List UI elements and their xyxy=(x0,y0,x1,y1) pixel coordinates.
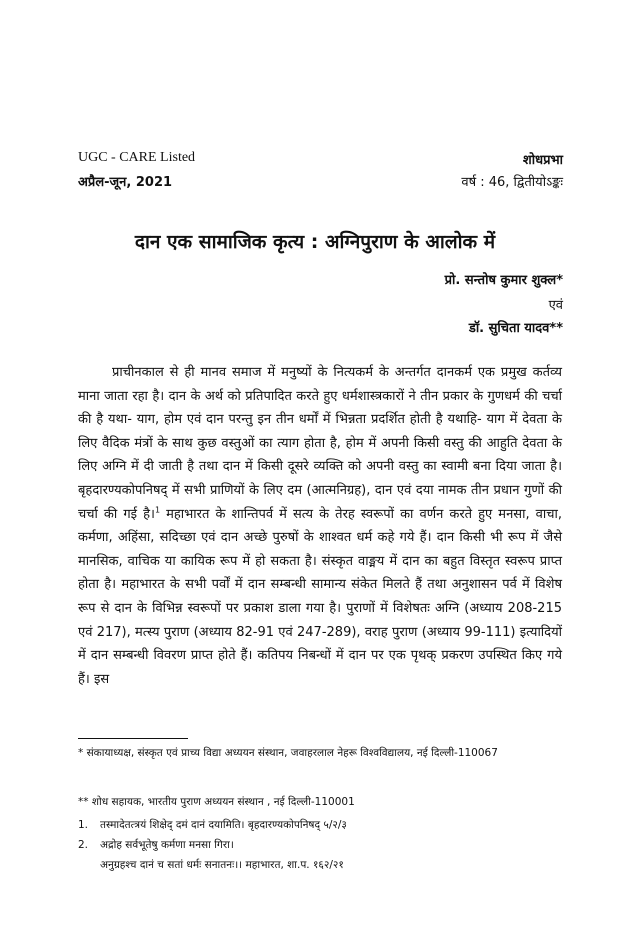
footnote-reference: 1 xyxy=(154,505,161,515)
body-paragraph-part2: महाभारत के शान्तिपर्व में सत्य के तेरह स्वरूपों का वर्णन करते हुए मनसा, वाचा, कर्मणा, अहिंसा, सदिच्छा एवं दान अच्छे पुरुषों के शाश्वत धर्म कहे गये हैं। दान किसी भी रूप में जैसे मानसिक, वाचिक या कायिक रूप में हो सकता है। संस्कृत वाङ्मय में दान का बहुत विस्तृत स्वरूप प्राप्त होता है। महाभारत के सभी पर्वों में दान सम्बन्धी सामान्य संकेत मिलते हैं तथा अनुशासन पर्व में विशेष रूप से दान के विभिन्न स्वरूपों पर प्रकाश डाला गया है। पुराणों में विशेषतः अग्नि (अध्याय 208-215 एवं 217), मत्स्य पुराण (अध्याय 82-91 एवं 247-289), वराह पुराण (अध्याय 99-111) इत्यादियों में दान सम्बन्धी विवरण प्राप्त होते हैं। कतिपय निबन्धों में दान पर एक पृथक् प्रकरण उपस्थित किए गये हैं। इस xyxy=(78,506,562,687)
footnote-2-number: 2. xyxy=(78,839,89,851)
journal-listing: UGC - CARE Listed xyxy=(78,150,196,165)
footnote-1-text: तस्मादेतत्त्रयं शिक्षेद् दमं दानं दयामिति। बृहदारण्यकोपनिषद् ५/२/३ xyxy=(100,819,347,831)
author-joiner: एवं xyxy=(548,298,563,313)
footnote-2-continuation: अनुग्रहश्च दानं च सतां धर्मः सनातनः।। महाभारत, शा.प. १६२/२१ xyxy=(100,859,344,871)
article-body xyxy=(78,361,562,691)
footnote-2 xyxy=(78,835,562,855)
footnote-1 xyxy=(78,815,562,835)
footnote-author2-affiliation: ** शोध सहायक, भारतीय पुराण अध्ययन संस्थान , नई दिल्ली-110001 xyxy=(78,796,355,808)
author-primary: प्रो. सन्तोष कुमार शुक्ल* xyxy=(444,273,563,288)
footnote-1-number: 1. xyxy=(78,819,89,831)
footnote-2-text: अद्रोह सर्वभूतेषु कर्मणा मनसा गिरा। xyxy=(100,839,234,851)
issue-date: अप्रैल-जून, 2021 xyxy=(78,175,173,190)
author-secondary: डॉ. सुचिता यादव** xyxy=(468,321,563,336)
footnote-divider xyxy=(78,738,188,739)
article-title: दान एक सामाजिक कृत्य : अग्निपुराण के आलोक में xyxy=(134,231,496,253)
body-paragraph-part1: प्राचीनकाल से ही मानव समाज में मनुष्यों के नित्यकर्म के अन्तर्गत दानकर्म एक प्रमुख कर्तव्य माना जाता रहा है। दान के अर्थ को प्रतिपादित करते हुए धर्मशास्त्रकारों ने तीन प्रकार के गुणधर्म की चर्चा की है यथा- याग, होम एवं दान परन्तु इन तीन धर्मों में भिन्नता प्रदर्शित होती है यथाहि- याग में देवता के लिए वैदिक मंत्रों के साथ कुछ वस्तुओं का त्याग होता है, होम में अपनी किसी वस्तु की आहुति देवता के लिए अग्नि में दी जाती है तथा दान में किसी दूसरे व्यक्ति को अपनी वस्तु का स्वामी बना दिया जाता है। बृहदारण्यकोपनिषद् में सभी प्राणियों के लिए दम (आत्मनिग्रह), दान एवं दया नामक तीन प्रधान गुणों की चर्चा की गई है। xyxy=(78,365,562,522)
volume-info: वर्ष : 46, द्वितीयोऽङ्कः xyxy=(461,175,563,190)
footnote-author1-affiliation: * संकायाध्यक्ष, संस्कृत एवं प्राच्य विद्या अध्ययन संस्थान, जवाहरलाल नेहरू विश्वविद्यालय, नई दिल्ली-110067 xyxy=(78,747,498,759)
journal-name: शोधप्रभा xyxy=(522,153,563,168)
